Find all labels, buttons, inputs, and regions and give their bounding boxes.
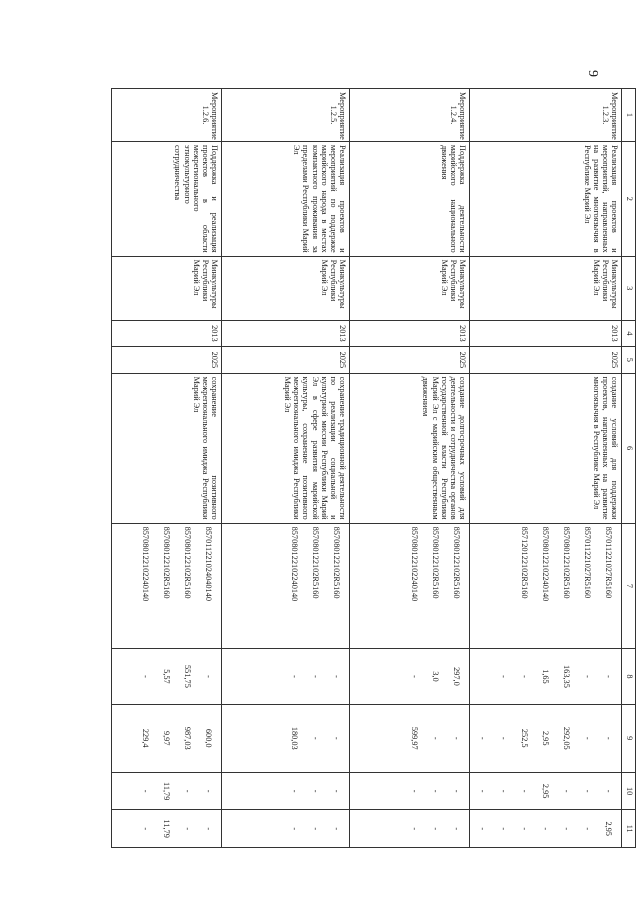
page-number: 9 [585,70,600,77]
cell-c6: сохранение позитивного межрегионального имиджа Республики Марий Эл [112,373,222,523]
table-row [350,89,470,848]
amount-value: 3,0 [431,671,440,682]
table-row [222,89,350,848]
amount-value: - [541,827,550,831]
cell-c10 [470,772,622,810]
col-header: 7 [622,523,636,649]
amount-value: - [410,675,419,678]
col-header: 5 [622,347,636,373]
col-header: 6 [622,373,636,523]
amount-value: - [583,736,592,740]
amount-value: 2,95 [604,821,613,836]
amount-value: - [499,789,508,793]
amount-value: 1,65 [541,669,550,684]
cell-c7 [350,523,470,649]
cell-c1: Мероприятие 1.2.3. [470,89,622,142]
amount-value: - [311,789,320,793]
amount-value: 11,79 [162,781,171,801]
column-number-row [622,89,636,848]
amount-value: - [562,827,571,831]
amount-value: - [583,789,592,793]
amount-value: - [410,827,419,831]
cell-c11 [350,810,470,848]
cell-c2: Реализация проектов и мероприятий по поддержке марийского народа в местах компактного проживания за пределами Республики Марий Эл [222,141,350,256]
cell-c9 [112,704,222,772]
budget-code: 857080122102R5160 [431,526,440,599]
cell-c5: 2025 [222,347,350,373]
amount-value: - [478,789,487,793]
budget-code: 857011221024040140 [204,526,213,601]
amount-value: - [499,675,508,678]
amount-value: - [520,827,529,831]
amount-value: - [520,675,529,678]
budget-code: 857080122102R5160 [562,526,571,599]
cell-c3: Минкультуры Республики Марий Эл [470,256,622,320]
amount-value: - [604,736,613,740]
amount-value: 297,0 [452,667,461,686]
table-body [112,89,622,848]
cell-c10 [222,772,350,810]
amount-value: 11,79 [162,819,171,838]
cell-c5: 2025 [350,347,470,373]
col-header: 9 [622,704,636,772]
cell-c2: Поддержка и реализация проектов в области межрегионального этнокультурного сотрудничества [112,141,222,256]
budget-code: 857080122102R5160 [183,526,192,599]
col-header: 10 [622,772,636,810]
amount-value: 252,5 [520,728,529,748]
amount-value: - [499,736,508,740]
amount-value: 2,95 [541,730,550,746]
budget-code: 857080122102R5160 [311,526,320,599]
col-header: 8 [622,649,636,704]
cell-c6: создание долгосрочных условий для деятельности и сотрудничества органов государственной власти Республики Марий Эл с марийским общественным движением [350,373,470,523]
amount-value: 987,03 [183,726,192,750]
amount-value: - [452,827,461,831]
amount-value: - [141,675,150,678]
amount-value: - [290,789,299,793]
table-row [470,89,622,848]
cell-c7 [470,523,622,649]
cell-c5: 2025 [470,347,622,373]
cell-c6: сохранение традиционной деятельности по реализации социальной и культурной миссии Республики Марий Эл в сфере развития марийской культуры, сохранение позитивного межрегионального имиджа Республики Марий Эл [222,373,350,523]
amount-value: 551,75 [183,665,192,688]
amount-value: - [204,789,213,793]
cell-c9 [470,704,622,772]
cell-c4: 2013 [222,320,350,346]
cell-c4: 2013 [350,320,470,346]
cell-c5: 2025 [112,347,222,373]
budget-code: 857080122102240140 [410,526,419,602]
amount-value: - [478,827,487,831]
budget-code: 857080122102240140 [541,526,550,602]
amount-value: 5,57 [162,669,171,684]
amount-value: 9,97 [162,730,171,746]
col-header: 4 [622,320,636,346]
cell-c4: 2013 [112,320,222,346]
amount-value: - [311,675,320,678]
amount-value: 180,03 [290,726,299,750]
amount-value: 599,97 [410,726,419,750]
budget-code: 857080122102R5160 [452,526,461,599]
amount-value: 229,4 [141,728,150,748]
cell-c3: Минкультуры Республики Марий Эл [222,256,350,320]
amount-value: - [583,827,592,831]
amount-value: - [290,675,299,678]
table-row [112,89,222,848]
amount-value: - [141,827,150,831]
budget-code: 857011221027R5160 [604,526,613,599]
cell-c10 [112,772,222,810]
cell-c3: Минкультуры Республики Марий Эл [350,256,470,320]
cell-c8 [222,649,350,704]
amount-value: - [332,675,341,678]
amount-value: - [204,827,213,831]
amount-value: 292,05 [562,726,571,750]
col-header: 2 [622,141,636,256]
amount-value: - [499,827,508,831]
cell-c11 [112,810,222,848]
cell-c2: Реализация проектов и мероприятий, направленных на развитие многоязычия в Республике Марий Эл [470,141,622,256]
cell-c8 [470,649,622,704]
cell-c4: 2013 [470,320,622,346]
amount-value: - [583,675,592,678]
amount-value: - [562,789,571,793]
amount-value: - [431,827,440,831]
amount-value: - [311,736,320,740]
col-header: 1 [622,89,636,142]
cell-c10 [350,772,470,810]
cell-c2: Поддержка деятельности марийского национального движения [350,141,470,256]
cell-c11 [222,810,350,848]
budget-code: 857080122102R5160 [332,526,341,599]
amount-value: - [604,789,613,793]
budget-code: 857080122102240140 [141,526,150,602]
amount-value: 2,95 [541,783,550,799]
amount-value: - [332,827,341,831]
budget-code: 857120122102R5160 [520,526,529,599]
cell-c9 [222,704,350,772]
cell-c1: Мероприятие 1.2.6. [112,89,222,142]
amount-value: - [452,789,461,793]
amount-value: - [141,789,150,793]
amount-value: - [183,789,192,793]
cell-c1: Мероприятие 1.2.5. [222,89,350,142]
amount-value: - [520,789,529,793]
amount-value: - [183,827,192,831]
amount-value: - [204,675,213,678]
cell-c6: создание условий для поддержки проектов, направленных на развитие многоязычия в Республике Марий Эл [470,373,622,523]
amount-value: - [452,736,461,740]
amount-value: - [604,675,613,678]
amount-value: - [332,736,341,740]
cell-c1: Мероприятие 1.2.4. [350,89,470,142]
rotated-table-wrapper [121,88,636,848]
amount-value: - [410,789,419,793]
amount-value: 163,35 [562,665,571,688]
amount-value: 600,0 [204,728,213,748]
cell-c8 [112,649,222,704]
cell-c7 [112,523,222,649]
cell-c8 [350,649,470,704]
cell-c9 [350,704,470,772]
cell-c7 [222,523,350,649]
budget-code: 857080122102R5160 [162,526,171,599]
budget-code: 857011221027R5160 [583,526,592,599]
col-header: 3 [622,256,636,320]
amount-value: - [311,827,320,831]
col-header: 11 [622,810,636,848]
budget-code: 857080122102240140 [290,526,299,602]
program-activities-table [111,88,636,848]
amount-value: - [478,736,487,740]
amount-value: - [290,827,299,831]
cell-c11 [470,810,622,848]
amount-value: - [332,789,341,793]
amount-value: - [431,789,440,793]
cell-c3: Минкультуры Республики Марий Эл [112,256,222,320]
amount-value: - [431,736,440,740]
